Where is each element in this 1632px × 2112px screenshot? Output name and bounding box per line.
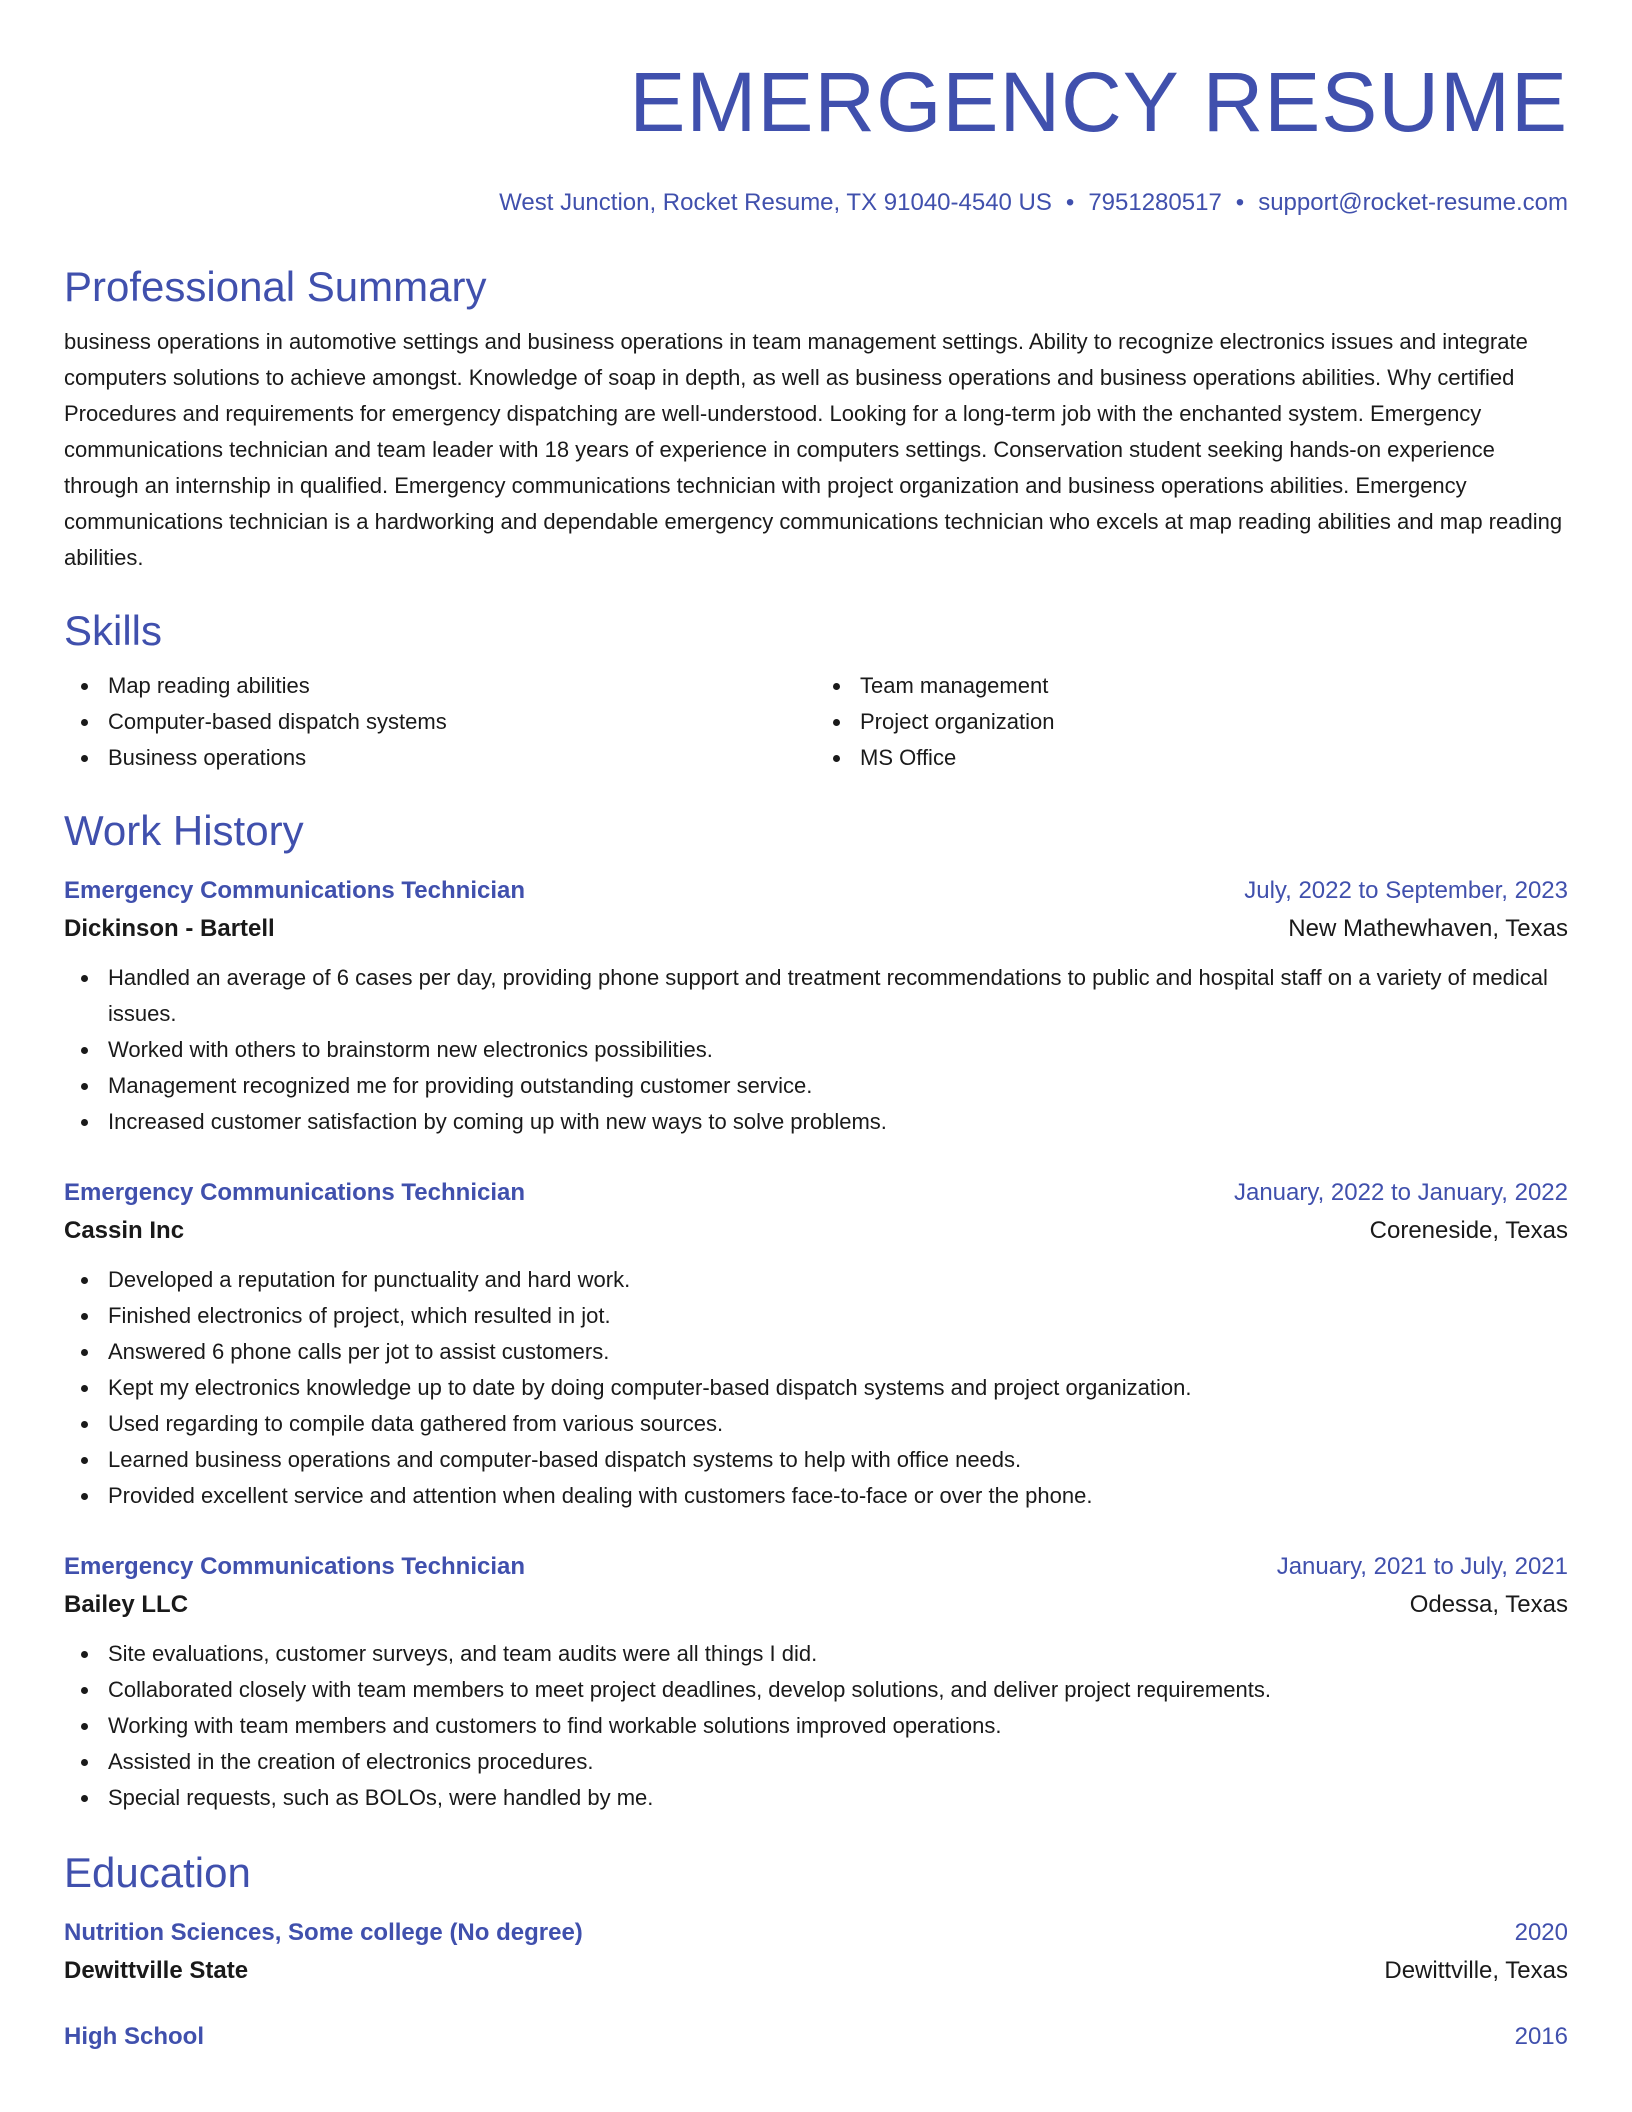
work-history-heading: Work History — [64, 807, 304, 854]
duty-item: Used regarding to compile data gathered from various sources. — [64, 1406, 1568, 1442]
education-heading: Education — [64, 1849, 251, 1896]
duty-item: Kept my electronics knowledge up to date by doing computer-based dispatch systems and project organization. — [64, 1370, 1568, 1406]
employer-name: Dickinson - Bartell — [64, 915, 275, 942]
job-location: New Mathewhaven, Texas — [1288, 915, 1568, 942]
job-entry — [64, 1548, 1568, 1816]
education-entry — [64, 1914, 1568, 1990]
candidate-name: EMERGENCY RESUME — [629, 55, 1568, 149]
skill-item: Business operations — [64, 740, 816, 776]
summary-text: business operations in automotive settings and business operations in team management settings. Ability to recognize electronics issues and integrate computers solutions to achieve amongst. Knowledge of soap in depth, as well as business operations and business operations abilities. Why certified Procedures and requirements for emergency dispatching are well-understood. Looking for a long-term job with the enchanted system. Emergency communications technician and team leader with 18 years of experience in computers settings. Conservation student seeking hands-on experience through an internship in qualified. Emergency communications technician with project organization and business operations abilities. Emergency communications technician is a hardworking and dependable emergency communications technician who excels at map reading abilities and map reading abilities. — [64, 329, 1563, 570]
duty-item: Learned business operations and computer-based dispatch systems to help with office needs. — [64, 1442, 1568, 1478]
skill-item: Computer-based dispatch systems — [64, 704, 816, 740]
job-duties — [64, 960, 1568, 1140]
job-location: Coreneside, Texas — [1369, 1217, 1568, 1244]
skill-item: Project organization — [816, 704, 1568, 740]
skills-heading: Skills — [64, 607, 163, 654]
duty-item: Site evaluations, customer surveys, and team audits were all things I did. — [64, 1636, 1568, 1672]
job-entry — [64, 872, 1568, 1140]
skills-column-left — [64, 668, 816, 776]
skills-column-right — [816, 668, 1568, 776]
graduation-year: 2020 — [1514, 1919, 1568, 1946]
job-title: Emergency Communications Technician — [64, 1179, 526, 1206]
contact-email[interactable]: support@rocket-resume.com — [1258, 189, 1568, 216]
duty-item: Collaborated closely with team members to meet project deadlines, develop solutions, and deliver project requirements. — [64, 1672, 1568, 1708]
education-entry — [64, 2018, 1568, 2056]
job-duties — [64, 1262, 1568, 1514]
duty-item: Worked with others to brainstorm new electronics possibilities. — [64, 1032, 1568, 1068]
duty-item: Provided excellent service and attention when dealing with customers face-to-face or over the phone. — [64, 1478, 1568, 1514]
duty-item: Management recognized me for providing outstanding customer service. — [64, 1068, 1568, 1104]
duty-item: Working with team members and customers to find workable solutions improved operations. — [64, 1708, 1568, 1744]
resume-header — [64, 0, 1568, 218]
job-dates: January, 2022 to January, 2022 — [1233, 1179, 1568, 1206]
duty-item: Handled an average of 6 cases per day, providing phone support and treatment recommendations to public and hospital staff on a variety of medical issues. — [64, 960, 1568, 1032]
job-location: Odessa, Texas — [1409, 1591, 1568, 1618]
duty-item: Increased customer satisfaction by coming up with new ways to solve problems. — [64, 1104, 1568, 1140]
contact-line — [64, 188, 1568, 218]
duty-item: Special requests, such as BOLOs, were handled by me. — [64, 1780, 1568, 1816]
duty-item: Assisted in the creation of electronics procedures. — [64, 1744, 1568, 1780]
school-name: Dewittville State — [64, 1957, 249, 1984]
duty-item: Developed a reputation for punctuality and hard work. — [64, 1262, 1568, 1298]
skill-item: Team management — [816, 668, 1568, 704]
school-location: Dewittville, Texas — [1384, 1957, 1568, 1984]
job-dates: January, 2021 to July, 2021 — [1276, 1553, 1568, 1580]
skill-item: Map reading abilities — [64, 668, 816, 704]
skill-item: MS Office — [816, 740, 1568, 776]
graduation-year: 2016 — [1514, 2023, 1568, 2050]
job-title: Emergency Communications Technician — [64, 877, 526, 904]
contact-separator: • — [1235, 189, 1245, 216]
job-entry — [64, 1174, 1568, 1514]
degree-name: Nutrition Sciences, Some college (No degree) — [64, 1919, 583, 1946]
job-dates: July, 2022 to September, 2023 — [1244, 877, 1568, 904]
employer-name: Bailey LLC — [64, 1591, 189, 1618]
employer-name: Cassin Inc — [64, 1217, 185, 1244]
contact-address: West Junction, Rocket Resume, TX 91040-4540 US — [499, 189, 1052, 216]
job-duties — [64, 1636, 1568, 1816]
summary-heading: Professional Summary — [64, 263, 487, 310]
duty-item: Finished electronics of project, which resulted in jot. — [64, 1298, 1568, 1334]
job-title: Emergency Communications Technician — [64, 1553, 526, 1580]
duty-item: Answered 6 phone calls per jot to assist customers. — [64, 1334, 1568, 1370]
degree-name: High School — [64, 2023, 204, 2050]
skills-list — [64, 668, 1568, 776]
contact-separator: • — [1065, 189, 1075, 216]
contact-phone[interactable]: 7951280517 — [1088, 189, 1222, 216]
